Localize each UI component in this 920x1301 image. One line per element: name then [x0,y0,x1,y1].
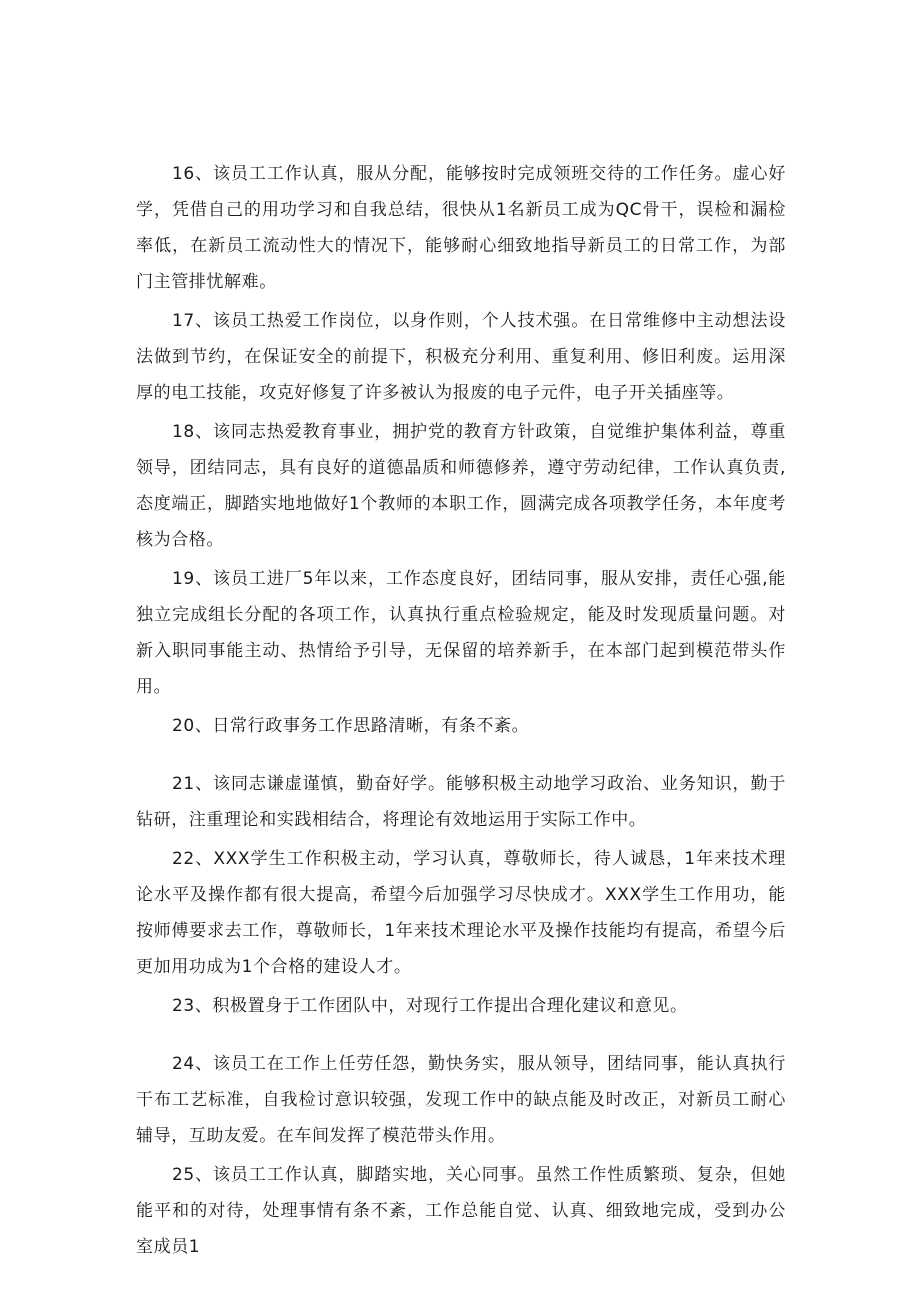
paragraph-20: 20、日常行政事务工作思路清晰，有条不紊。 [172,716,530,736]
paragraph-22: 22、XXX学生工作积极主动，学习认真，尊敬师长，待人诚恳，1年来技术理论水平及操作都有很大提高，希望今后加强学习尽快成才。XXX学生工作用功，能按师傅要求去工作，尊敬师长，1年来技术理论水平及操作技能均有提高，希望今后更加用功成为1个合格的建设人才。 [136,849,786,977]
paragraph-24: 24、该员工在工作上任劳任怨，勤快务实，服从领导，团结同事，能认真执行干布工艺标准，自我检讨意识较强，发现工作中的缺点能及时改正，对新员工耐心辅导，互助友爱。在车间发挥了模范带头作用。 [136,1054,786,1146]
paragraph-21: 21、该同志谦虚谨慎，勤奋好学。能够积极主动地学习政治、业务知识，勤于钻研，注重理论和实践相结合，将理论有效地运用于实际工作中。 [136,774,786,830]
paragraph-23: 23、积极置身于工作团队中，对现行工作提出合理化建议和意见。 [172,996,688,1016]
document-body [136,156,786,1265]
paragraph-25: 25、该员工工作认真，脚踏实地，关心同事。虽然工作性质繁琐、复杂，但她能平和的对待，处理事情有条不紊，工作总能自觉、认真、细致地完成，受到办公室成员1 [136,1165,786,1257]
paragraph-18: 18、该同志热爱教育事业，拥护党的教育方针政策，自觉维护集体利益，尊重领导，团结同志，具有良好的道德晶质和师德修养，遵守劳动纪律，工作认真负责,态度端正，脚踏实地地做好1个教师的本职工作，圆满完成各项教学任务，本年度考核为合格。 [136,422,786,550]
paragraph-16: 16、该员工工作认真，服从分配，能够按时完成领班交待的工作任务。虚心好学，凭借自己的用功学习和自我总结，很快从1名新员工成为QC骨干，误检和漏检率低，在新员工流动性大的情况下，能够耐心细致地指导新员工的日常工作，为部门主管排忧解难。 [136,164,786,292]
paragraph-19: 19、该员工进厂5年以来，工作态度良好，团结同事，服从安排，责任心强,能独立完成组长分配的各项工作，认真执行重点检验规定，能及时发现质量问题。对新入职同事能主动、热情给予引导，无保留的培养新手，在本部门起到模范带头作用。 [136,569,786,697]
paragraph-17: 17、该员工热爱工作岗位，以身作则，个人技术强。在日常维修中主动想法设法做到节约，在保证安全的前提下，积极充分利用、重复利用、修旧利废。运用深厚的电工技能，攻克好修复了许多被认为报废的电子元件，电子开关插座等。 [136,311,786,403]
